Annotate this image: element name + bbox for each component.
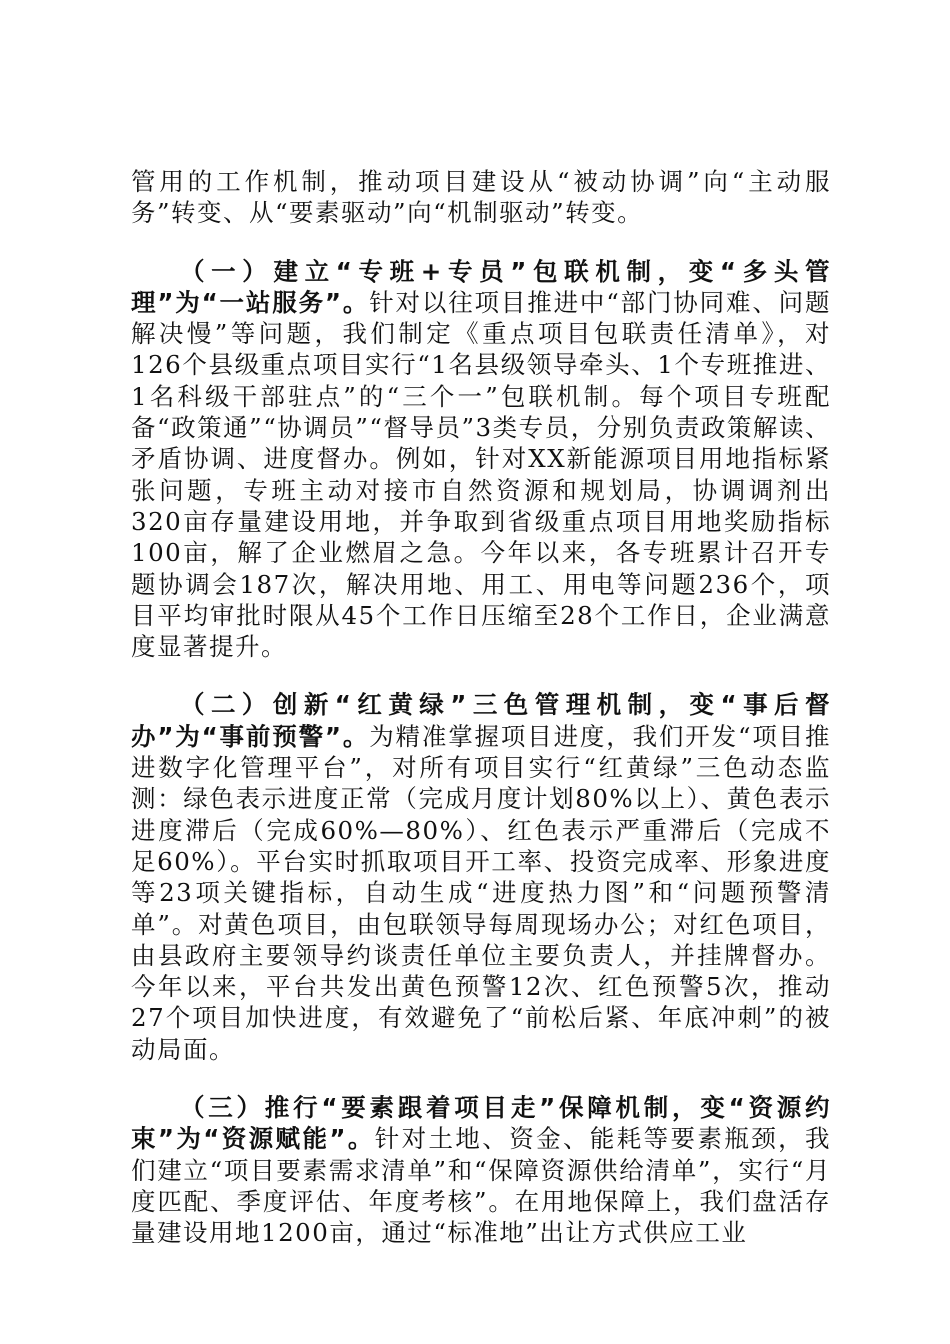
section-3-body: 针对土地、资金、能耗等要素瓶颈，我们建立“项目要素需求清单”和“保障资源供给清单”，实行“月度匹配、季度评估、年度考核”。在用地保障上，我们盘活存量建设用地1200亩，通过“标准地”出让方式供应工业 — [131, 1124, 832, 1248]
section-2-heading: （二）创新“红黄绿”三色管理机制，变“事后督办”为“事前预警”。 — [131, 690, 831, 751]
section-1-paragraph — [131, 256, 831, 663]
section-1-body: 针对以往项目推进中“部门协同难、问题解决慢”等问题，我们制定《重点项目包联责任清单》，对126个县级重点项目实行“1名县级领导牵头、1个专班推进、1名科级干部驻点”的“三个一”包联机制。每个项目专班配备“政策通”“协调员”“督导员”3类专员，分别负责政策解读、矛盾协调、进度督办。例如，针对XX新能源项目用地指标紧张问题，专班主动对接市自然资源和规划局，协调调剂出320亩存量建设用地，并争取到省级重点项目用地奖励指标100亩，解了企业燃眉之急。今年以来，各专班累计召开专题协调会187次，解决用地、用工、用电等问题236个，项目平均审批时限从45个工作日压缩至28个工作日，企业满意度显著提升。 — [131, 287, 831, 662]
section-1-heading: （一）建立“专班+专员”包联机制，变“多头管理”为“一站服务”。 — [131, 256, 831, 317]
section-2-body: 为精准掌握项目进度，我们开发“项目推进数字化管理平台”，对所有项目实行“红黄绿”三色动态监测：绿色表示进度正常（完成月度计划80%以上）、黄色表示进度滞后（完成60%—80%）、红色表示严重滞后（完成不足60%）。平台实时抓取项目开工率、投资完成率、形象进度等23项关键指标，自动生成“进度热力图”和“问题预警清单”。对黄色项目，由包联领导每周现场办公；对红色项目，由县政府主要领导约谈责任单位主要负责人，并挂牌督办。今年以来，平台共发出黄色预警12次、红色预警5次，推动27个项目加快进度，有效避免了“前松后紧、年底冲刺”的被动局面。 — [131, 721, 831, 1064]
intro-paragraph: 管用的工作机制，推动项目建设从“被动协调”向“主动服务”转变、从“要素驱动”向“机制驱动”转变。 — [131, 167, 831, 228]
section-3-paragraph — [131, 1092, 831, 1248]
document-body — [131, 166, 831, 1249]
section-3-heading: （三）推行“要素跟着项目走”保障机制，变“资源约束”为“资源赋能”。 — [131, 1093, 831, 1154]
section-2-paragraph — [131, 689, 831, 1065]
